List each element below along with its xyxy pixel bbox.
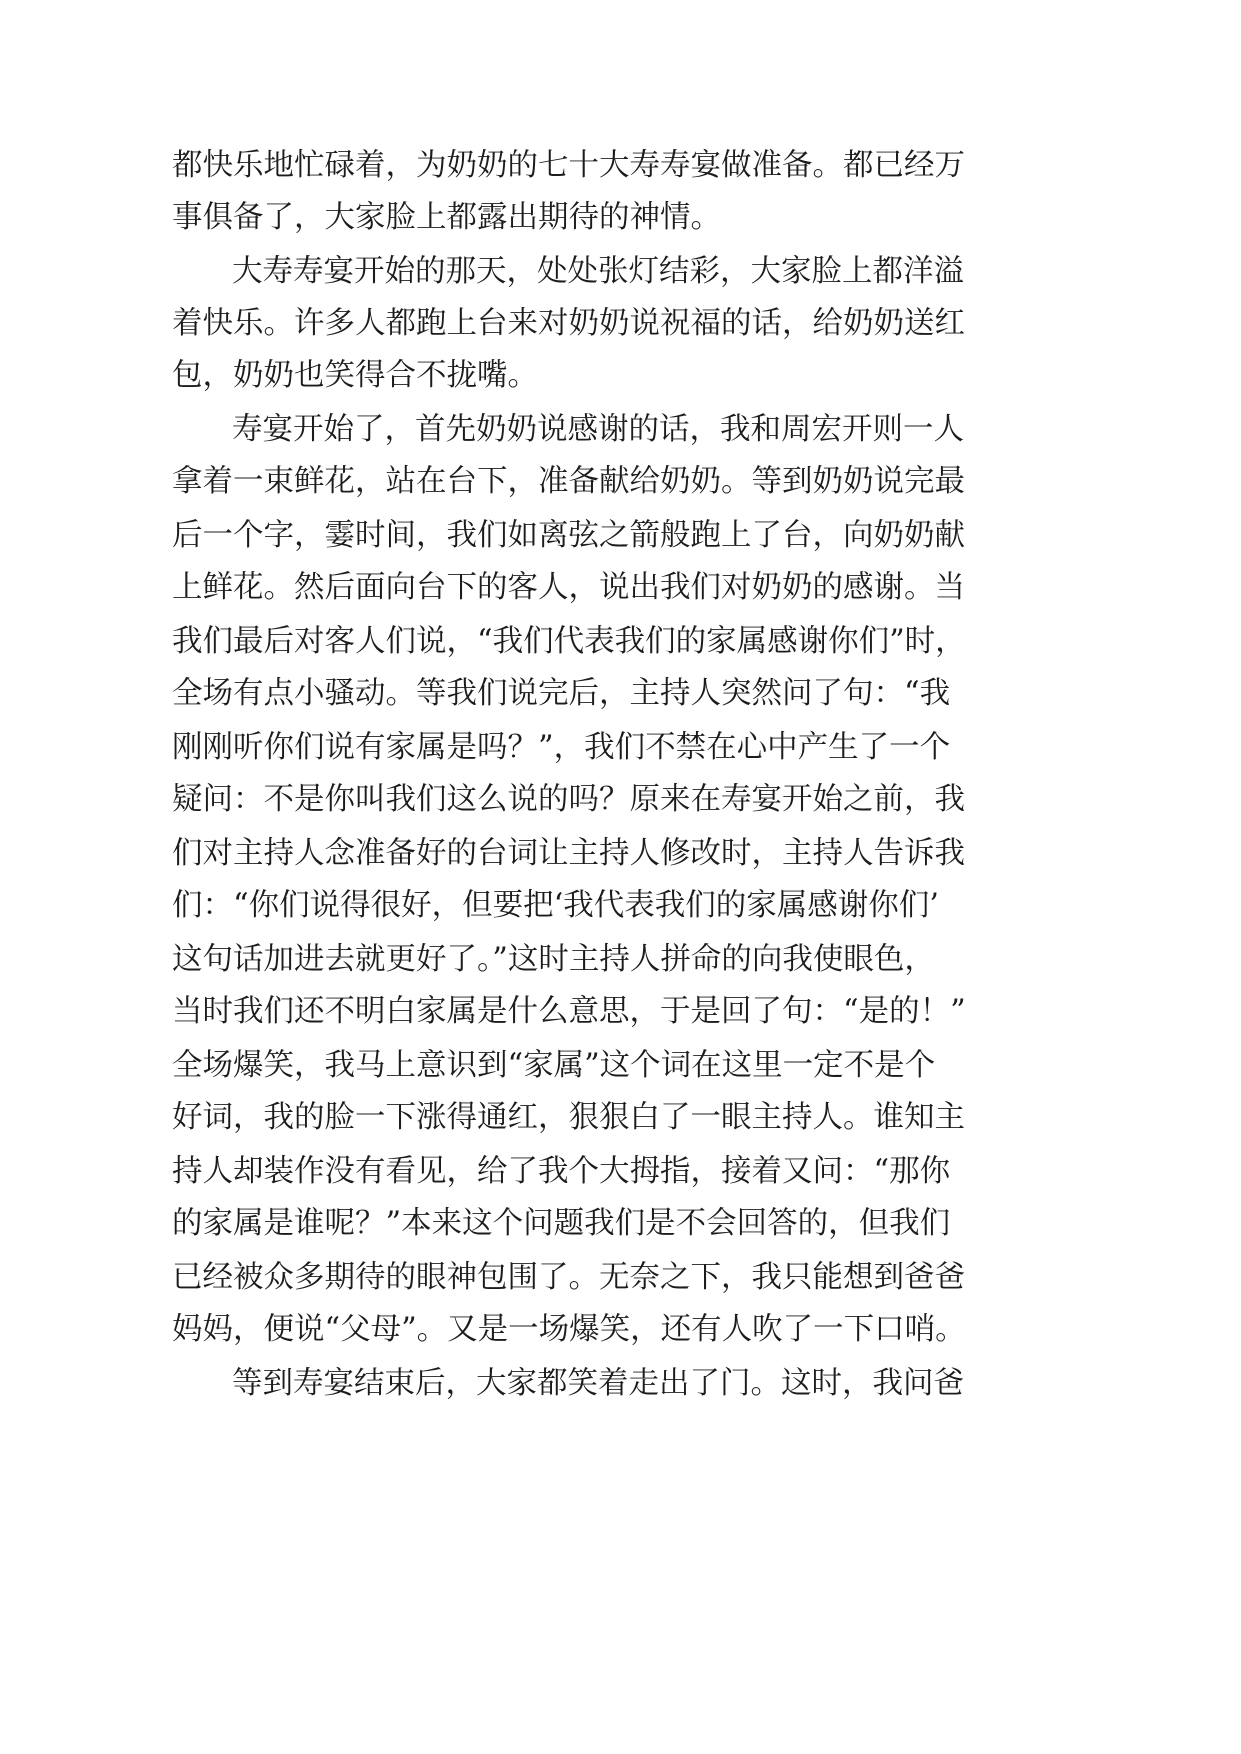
text-line: 拿着一束鲜花，站在台下，准备献给奶奶。等到奶奶说完最 [172,464,965,499]
text-line: 们对主持人念准备好的台词让主持人修改时，主持人告诉我 [172,836,965,871]
paragraph-start-line: 等到寿宴结束后，大家都笑着走出了门。这时，我问爸 [232,1366,964,1401]
text-line: 们：“你们说得很好，但要把‘我代表我们的家属感谢你们’ [172,888,939,923]
text-line: 都快乐地忙碌着，为奶奶的七十大寿寿宴做准备。都已经万 [172,148,965,183]
text-line: 事俱备了，大家脸上都露出期待的神情。 [172,200,721,235]
text-line: 着快乐。许多人都跑上台来对奶奶说祝福的话，给奶奶送红 [172,306,965,341]
text-line: 后一个字，霎时间，我们如离弦之箭般跑上了台，向奶奶献 [172,518,965,553]
text-line: 全场爆笑，我马上意识到“家属”这个词在这里一定不是个 [172,1048,936,1083]
text-line: 疑问：不是你叫我们这么说的吗？原来在寿宴开始之前，我 [172,782,965,817]
text-line: 当时我们还不明白家属是什么意思，于是回了句：“是的！” [172,994,966,1029]
text-line: 妈妈，便说“父母”。又是一场爆笑，还有人吹了一下口哨。 [172,1312,966,1347]
text-line: 上鲜花。然后面向台下的客人，说出我们对奶奶的感谢。当 [172,570,965,605]
text-line: 的家属是谁呢？”本来这个问题我们是不会回答的，但我们 [172,1206,951,1241]
text-line: 刚刚听你们说有家属是吗？”，我们不禁在心中产生了一个 [172,730,951,765]
text-line: 持人却装作没有看见，给了我个大拇指，接着又问：“那你 [172,1154,951,1189]
paragraph-start-line: 大寿寿宴开始的那天，处处张灯结彩，大家脸上都洋溢 [232,254,964,289]
text-line: 我们最后对客人们说，“我们代表我们的家属感谢你们”时， [172,624,966,659]
paragraph-start-line: 寿宴开始了，首先奶奶说感谢的话，我和周宏开则一人 [232,412,964,447]
text-line: 已经被众多期待的眼神包围了。无奈之下，我只能想到爸爸 [172,1260,965,1295]
text-line: 全场有点小骚动。等我们说完后，主持人突然问了句：“我 [172,676,951,711]
text-line: 这句话加进去就更好了。”这时主持人拼命的向我使眼色， [172,942,935,977]
text-line: 好词，我的脸一下涨得通红，狠狠白了一眼主持人。谁知主 [172,1100,965,1135]
text-line: 包，奶奶也笑得合不拢嘴。 [172,358,538,393]
